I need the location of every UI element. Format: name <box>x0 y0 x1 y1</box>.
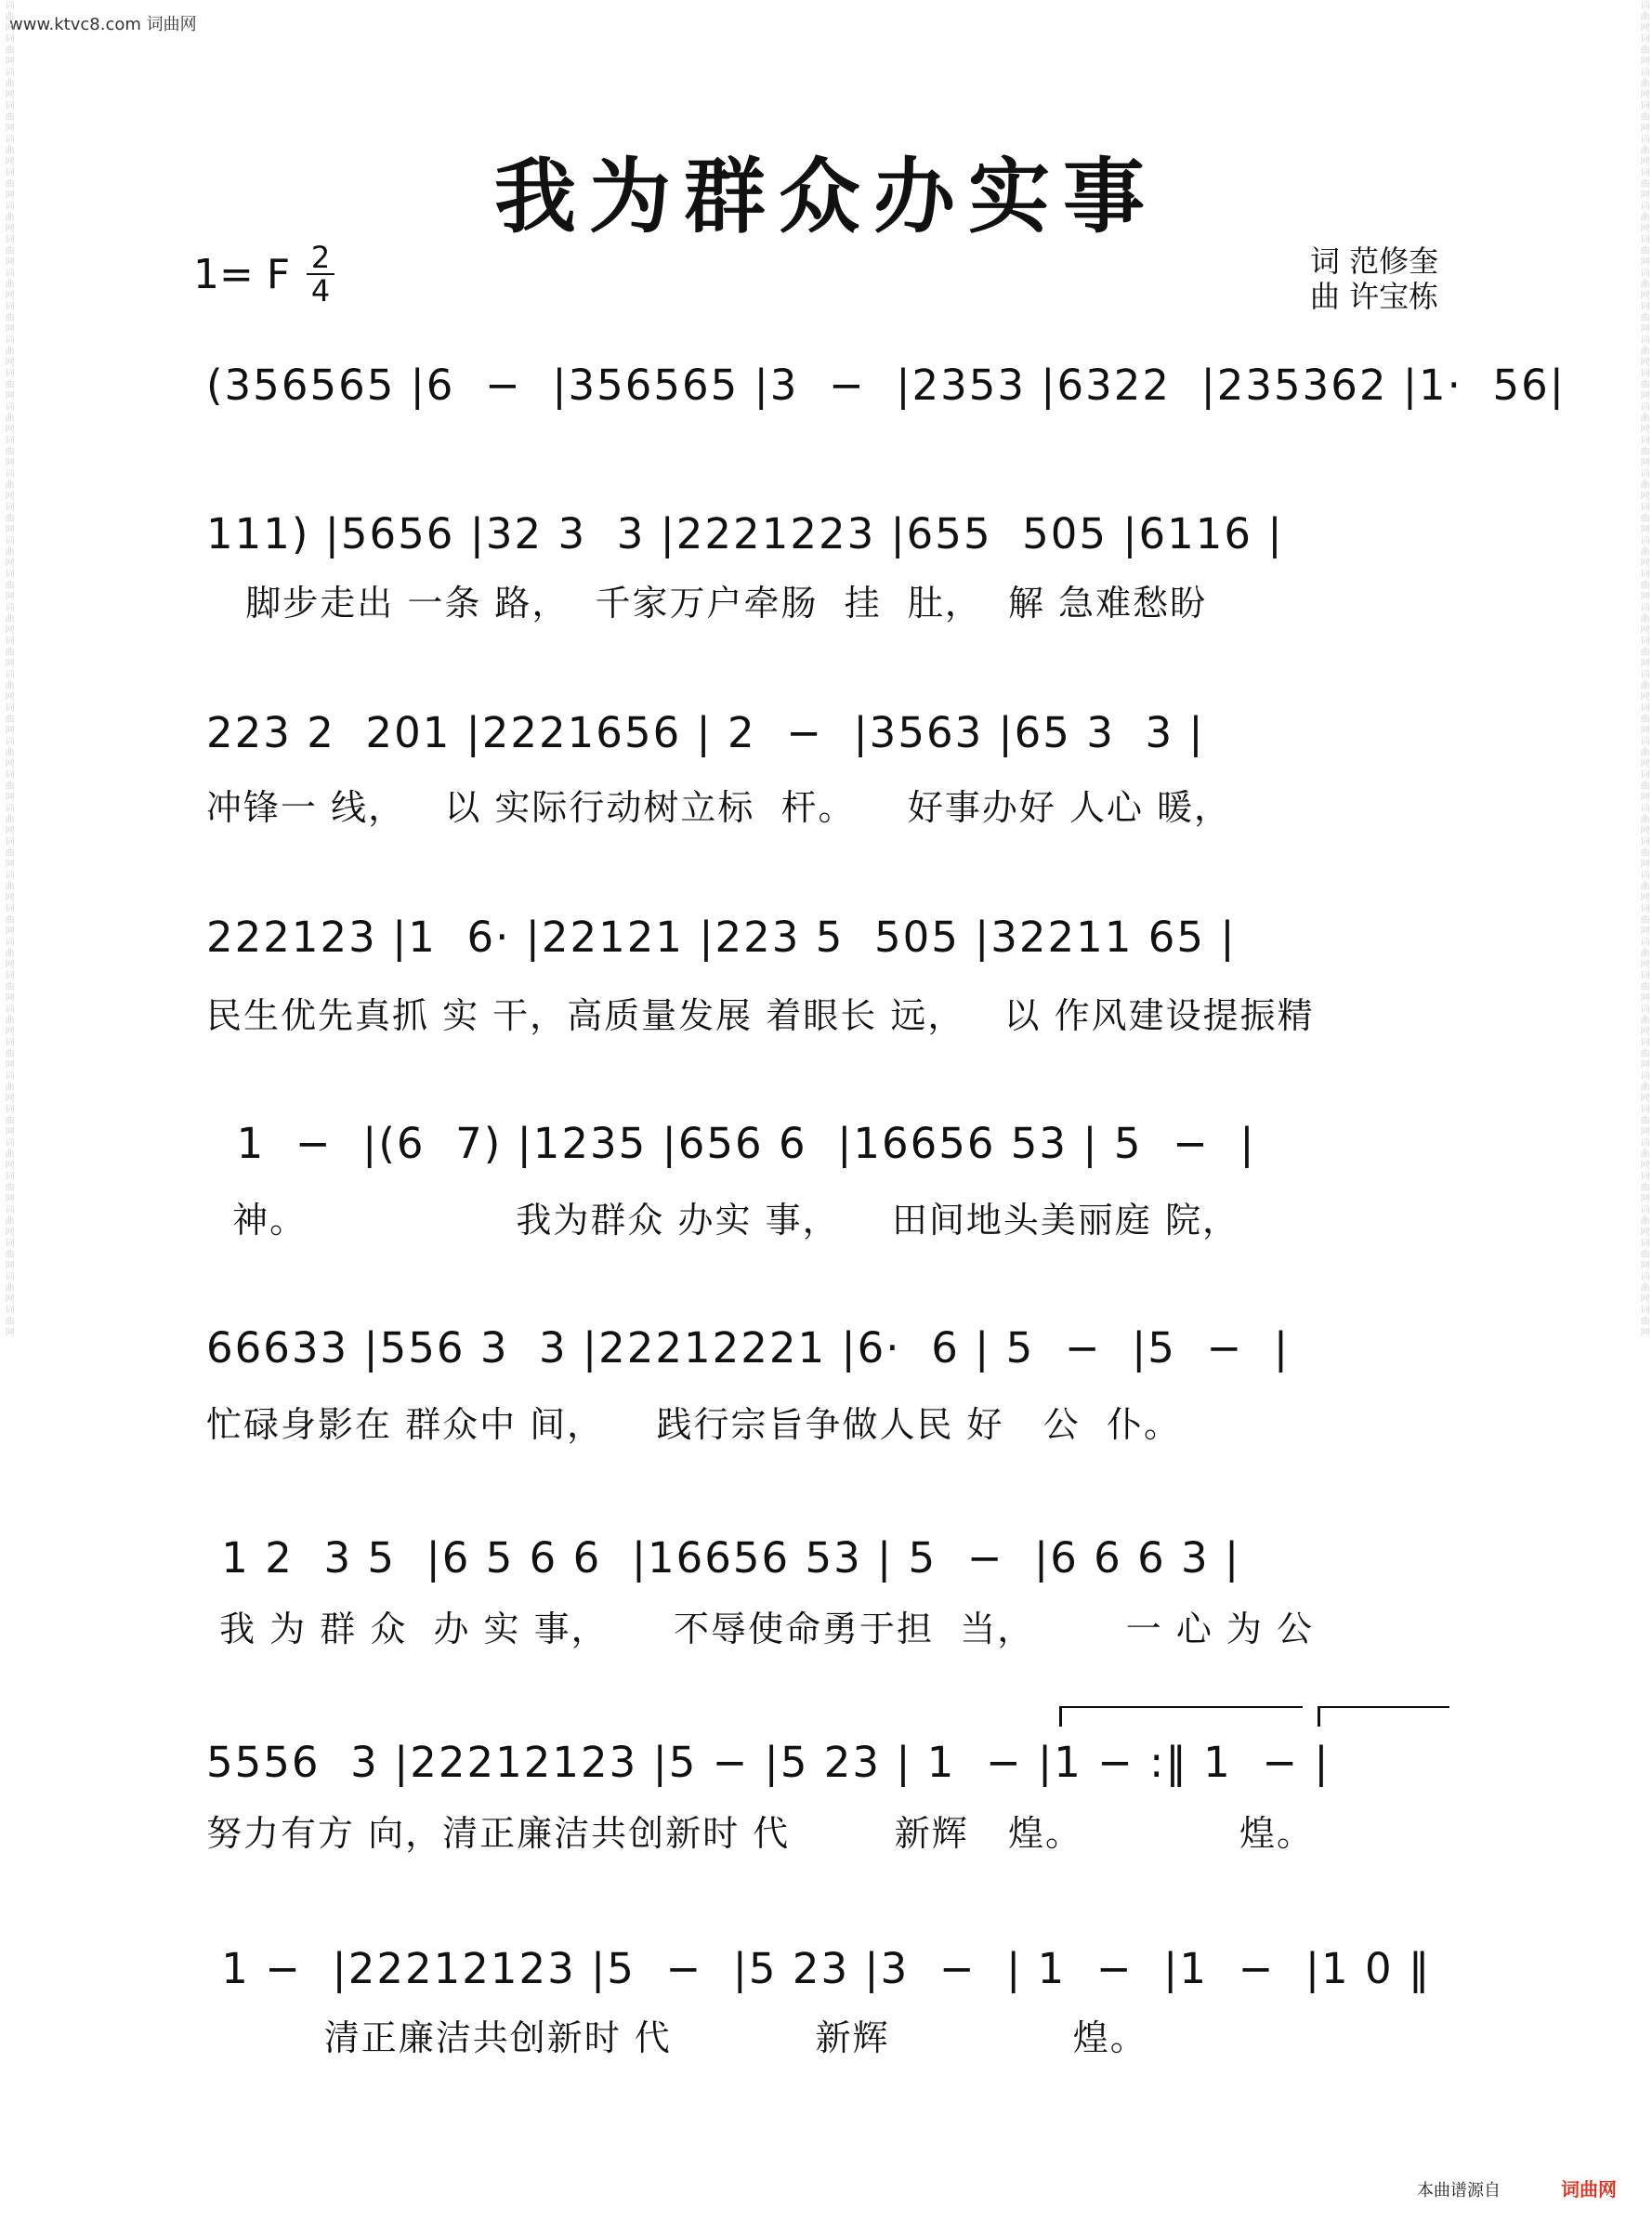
song-title: 我为群众办实事 <box>493 148 1158 244</box>
notation-line-8: 5556 3 |22212123 |5 − |5 23 | 1 − |1 − :‖ 1 − | <box>206 1738 1331 1787</box>
lyrics-line-6: 忙碌身影在 群众中 间， 践行宗旨争做人民 好 公 仆。 <box>206 1404 1181 1445</box>
time-signature <box>307 240 334 309</box>
site-brand: 词曲网 <box>1561 2178 1617 2200</box>
lyrics-line-5: 神。 我为群众 办实 事， 田间地头美丽庭 院， <box>206 1200 1239 1241</box>
side-watermark-right: 词曲网词曲网词曲网词曲网词曲网词曲网词曲网词曲网词曲网词曲网词曲网词曲网词曲网词曲网词曲网词曲网词曲网词曲网词曲网词曲网词曲网词曲网词曲网词曲网词曲网词曲网词曲网词曲网词曲网词曲网词曲网词曲网词曲网词曲网词曲网词曲网词曲网词曲网词曲网词曲网 <box>1638 0 1648 1338</box>
notation-line-3: 223 2 201 |2221656 | 2 − |3563 |65 3 3 | <box>206 708 1205 757</box>
volta-bracket-1 <box>1059 1706 1303 1708</box>
volta-bracket-2 <box>1318 1706 1449 1708</box>
credits <box>1310 243 1438 314</box>
lyrics-line-3: 冲锋一 线， 以 实际行动树立标 杆。 好事办好 人心 暖， <box>206 787 1232 828</box>
lyrics-line-2: 脚步走出 一条 路， 千家万户牵肠 挂 肚， 解 急难愁盼 <box>206 583 1208 624</box>
notation-line-4: 222123 |1 6· |22121 |223 5 505 |32211 65 | <box>206 913 1237 962</box>
notation-line-9: 1 − |22212123 |5 − |5 23 |3 − | 1 − |1 − |1 0 ‖ <box>206 1944 1432 1993</box>
notation-line-6: 66633 |556 3 3 |22212221 |6· 6 | 5 − |5 − | <box>206 1323 1291 1373</box>
volta-edge-2 <box>1318 1706 1320 1727</box>
source-note: 本曲谱源自 <box>1417 2181 1501 2200</box>
notation-line-2: 111) |5656 |32 3 3 |2221223 |655 505 |6116 | <box>206 509 1284 558</box>
lyrics-line-7: 我 为 群 众 办 实 事， 不辱使命勇于担 当， 一 心 为 公 <box>206 1609 1314 1649</box>
volta-edge-1 <box>1059 1706 1062 1727</box>
notation-line-7: 1 2 3 5 |6 5 6 6 |16656 53 | 5 − |6 6 6 3 | <box>206 1533 1241 1583</box>
time-denominator: 4 <box>310 273 331 309</box>
lyrics-line-4: 民生优先真抓 实 干，高质量发展 着眼长 远， 以 作风建设提振精 <box>206 995 1315 1036</box>
notation-line-5: 1 − |(6 7) |1235 |656 6 |16656 53 | 5 − | <box>206 1119 1256 1168</box>
lyrics-line-9: 清正廉洁共创新时 代 新辉 煌。 <box>206 2017 1147 2058</box>
time-numerator: 2 <box>310 240 331 275</box>
side-watermark-left: 词曲网词曲网词曲网词曲网词曲网词曲网词曲网词曲网词曲网词曲网词曲网词曲网词曲网词曲网词曲网词曲网词曲网词曲网词曲网词曲网词曲网词曲网词曲网词曲网词曲网词曲网词曲网词曲网词曲网词曲网词曲网词曲网词曲网词曲网词曲网词曲网词曲网词曲网词曲网词曲网 <box>3 0 13 1338</box>
notation-line-1: (356565 |6 − |356565 |3 − |2353 |6322 |235362 |1· 56| <box>206 361 1566 410</box>
composer: 曲 许宝栋 <box>1310 279 1439 314</box>
site-url: www.ktvc8.com 词曲网 <box>9 15 197 34</box>
lyricist: 词 范修奎 <box>1310 243 1439 279</box>
key-signature: 1= F <box>193 251 291 298</box>
lyrics-line-8: 努力有方 向，清正廉洁共创新时 代 新辉 煌。 煌。 <box>206 1813 1314 1854</box>
